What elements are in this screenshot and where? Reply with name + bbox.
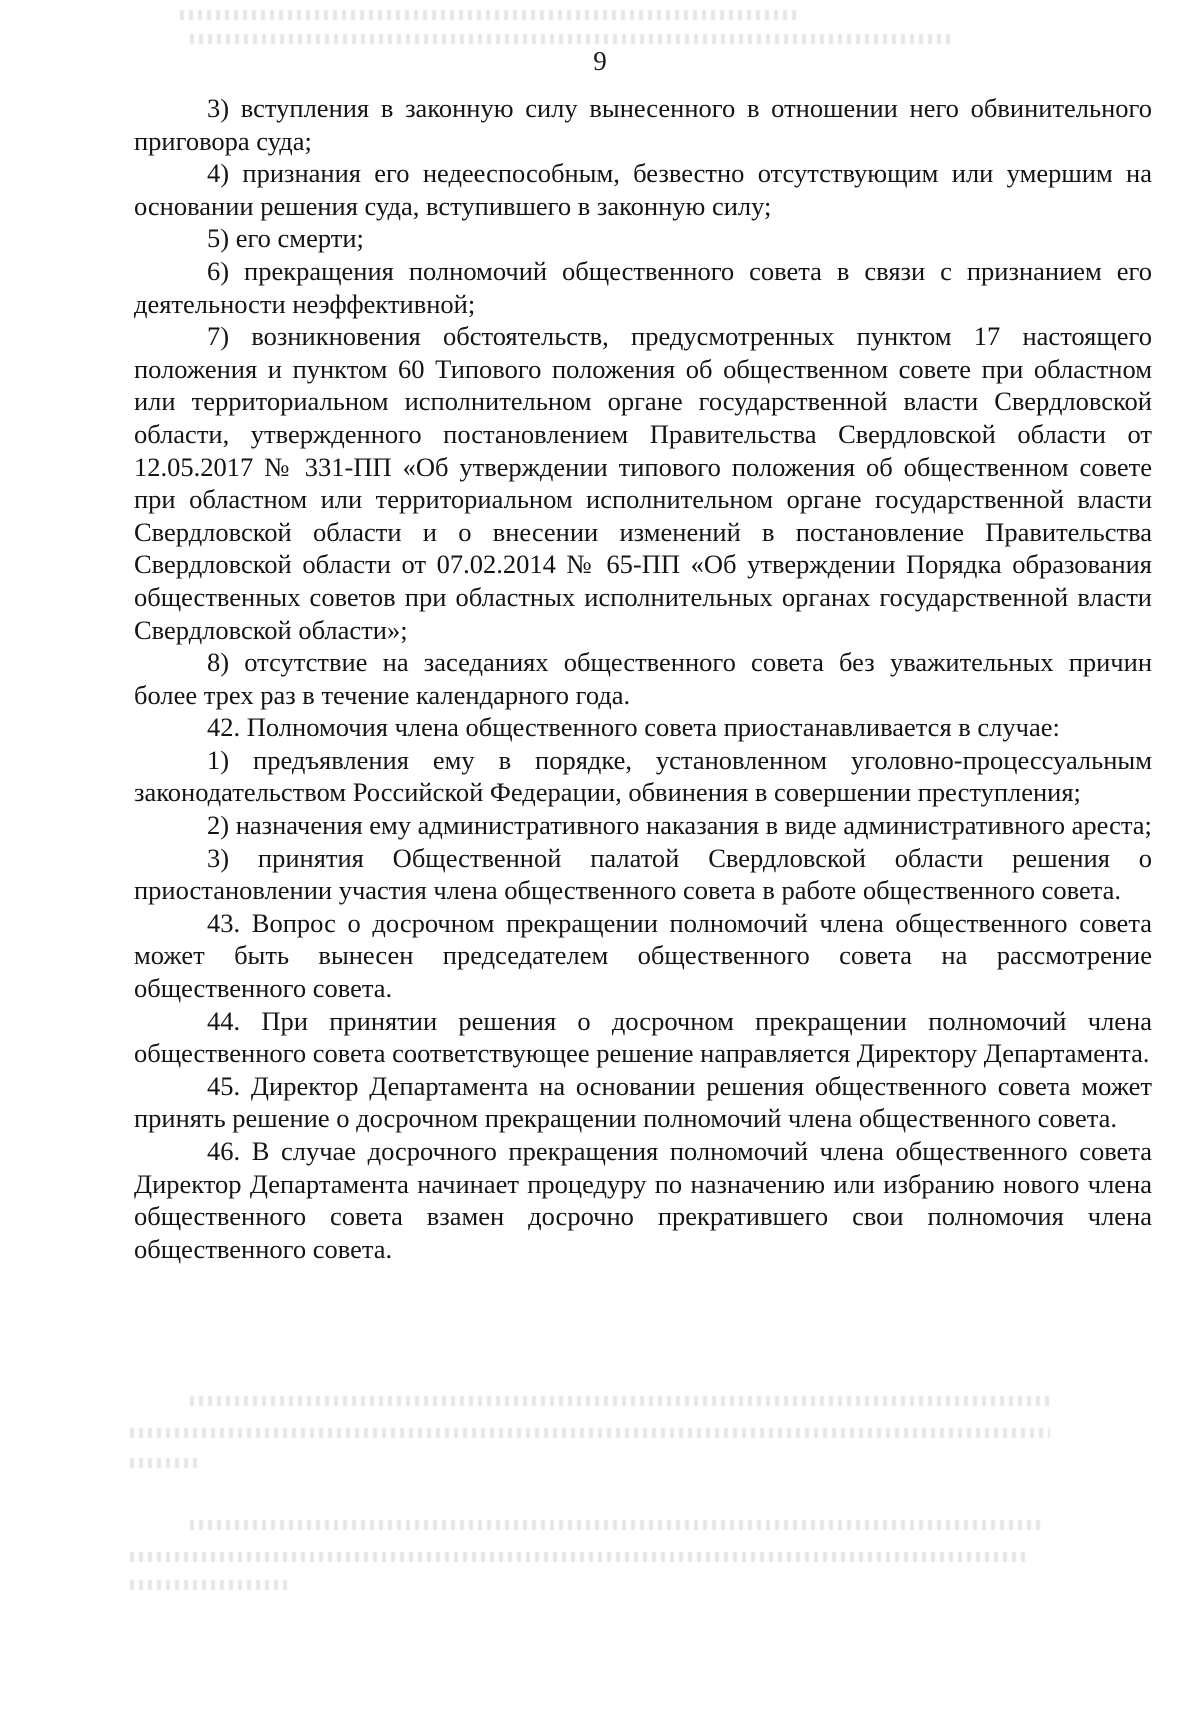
bleed-through-bottom-2 [130,1428,1050,1438]
bleed-through-top-1 [180,10,800,20]
bleed-through-bottom-4 [190,1520,1040,1530]
paragraph-4-incapacity: 4) признания его недееспособным, безвестно отсутствующим или умершим на основании решения суда, вступившего в законную силу; [134,158,1152,221]
paragraph-7-circumstances: 7) возникновения обстоятельств, предусмотренных пунктом 17 настоящего положения и пунктом 60 Типового положения об общественном совете при областном или территориальном исполнительном органе государственной власти Свердловской области, утвержденного постановлением Правительства Свердловской области от 12.05.2017 № 331-ПП «Об утверждении типового положения об общественном совете при областном или территориальном исполнительном органе государственной власти Свердловской области и о внесении изменений в постановление Правительства Свердловской области от 07.02.2014 № 65-ПП «Об утверждении Порядка образования общественных советов при областных исполнительных органах государственной власти Свердловской области»; [134,321,1152,645]
clause-45: 45. Директор Департамента на основании решения общественного совета может принять решение о досрочном прекращении полномочий члена общественного совета. [134,1070,1152,1134]
page-number: 9 [593,46,607,76]
bleed-through-top-2 [190,34,950,44]
paragraph-5-death: 5) его смерти; [207,223,364,254]
clause-43: 43. Вопрос о досрочном прекращении полномочий члена общественного совета может быть вынесен председателем общественного совета на рассмотрение общественного совета. [134,907,1152,1004]
clause-46: 46. В случае досрочного прекращения полномочий члена общественного совета Директор Департамента начинает процедуру по назначению или избранию нового члена общественного совета взамен досрочно прекратившего свои полномочия члена общественного совета. [134,1136,1152,1264]
clause-42: 42. Полномочия члена общественного совета приостанавливается в случае: [207,712,1060,743]
clause-42-item-1: 1) предъявления ему в порядке, установленном уголовно-процессуальным законодательством Российской Федерации, обвинения в совершении преступления; [134,744,1152,808]
paragraph-8-absence: 8) отсутствие на заседаниях общественного совета без уважительных причин более трех раз в течение календарного года. [134,647,1152,710]
paragraph-6-ineffective: 6) прекращения полномочий общественного совета в связи с признанием его деятельности неэффективной; [134,255,1152,319]
bleed-through-bottom-3 [130,1458,200,1468]
bleed-through-bottom-1 [190,1396,1050,1406]
clause-44: 44. При принятии решения о досрочном прекращении полномочий члена общественного совета соответствующее решение направляется Директору Департамента. [134,1005,1152,1069]
document-body [134,92,1152,1265]
clause-42-item-3: 3) принятия Общественной палатой Свердловской области решения о приостановлении участия члена общественного совета в работе общественного совета. [134,842,1152,906]
paragraph-3-conviction: 3) вступления в законную силу вынесенного в отношении него обвинительного приговора суда; [134,93,1152,156]
bleed-through-bottom-6 [130,1580,290,1590]
bleed-through-bottom-5 [130,1552,1030,1562]
clause-42-item-2: 2) назначения ему административного наказания в виде административного ареста; [207,810,1152,841]
